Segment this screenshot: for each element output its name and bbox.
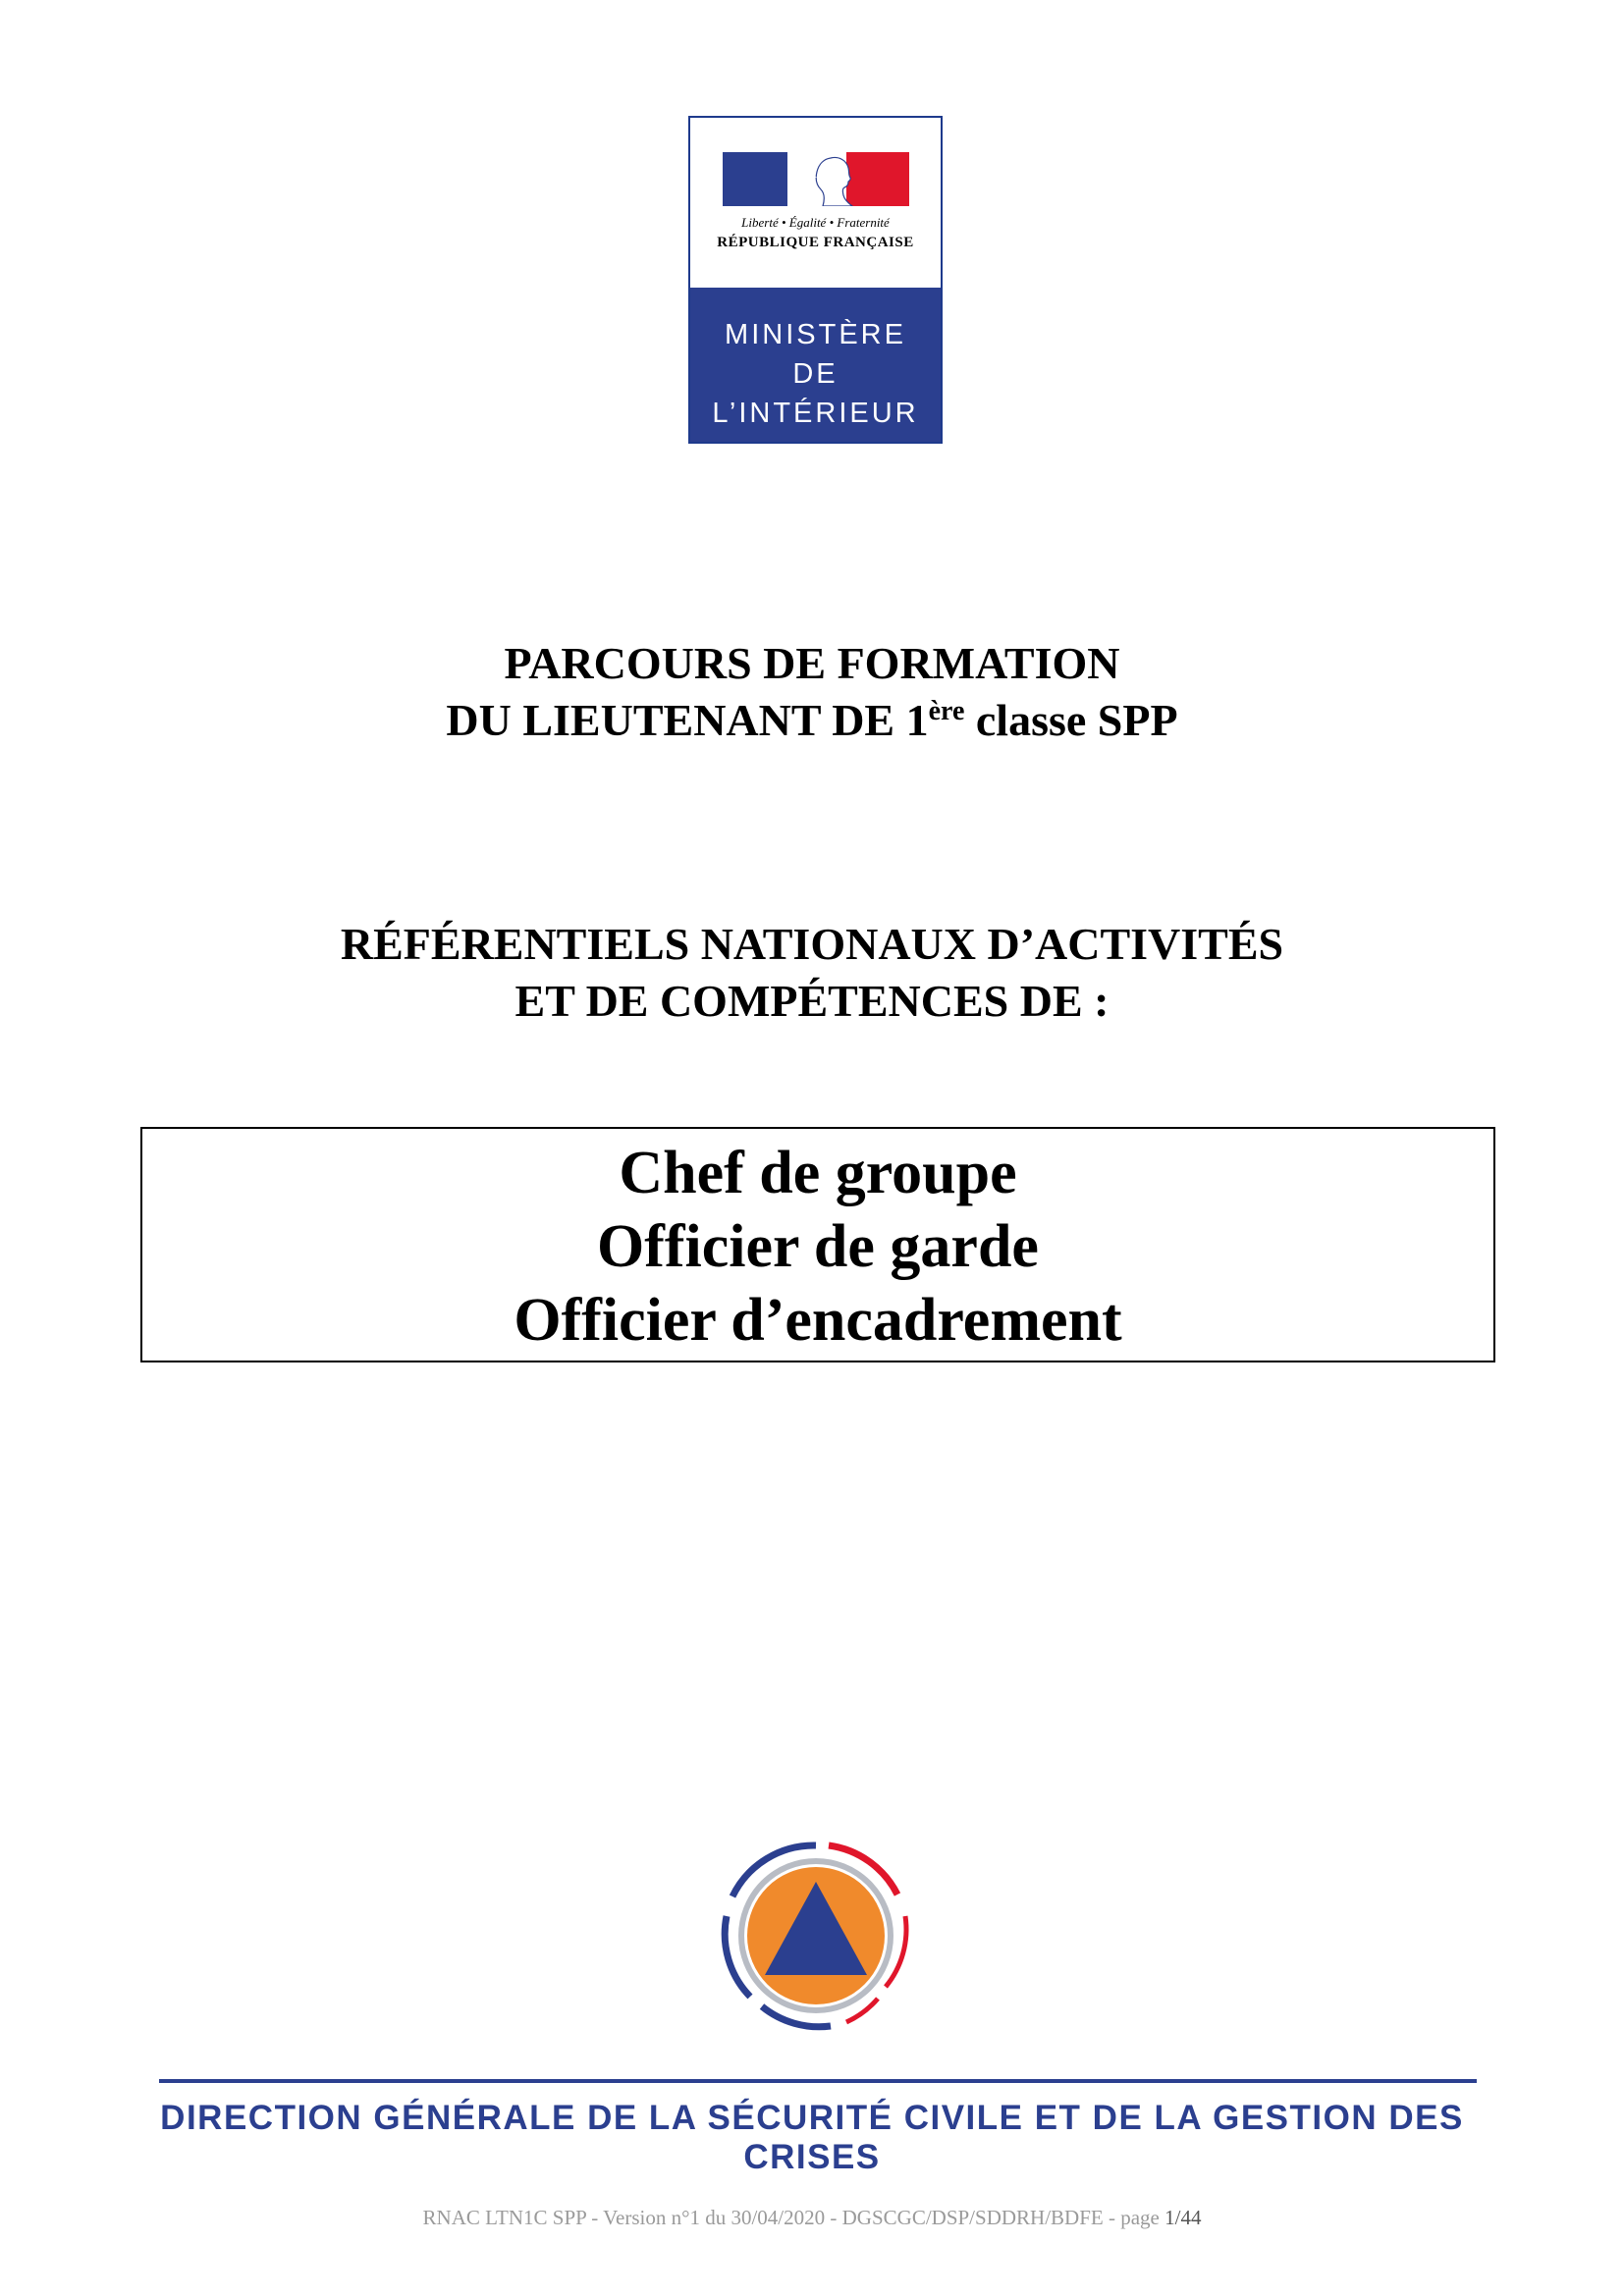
title-line-1: PARCOURS DE FORMATION — [504, 638, 1120, 688]
flag-block — [723, 152, 909, 206]
role-chef-de-groupe: Chef de groupe — [619, 1140, 1017, 1206]
ministry-line-1: MINISTÈRE — [725, 319, 906, 350]
title-line-2-superscript: ère — [928, 696, 965, 726]
role-officier-encadrement: Officier d’encadrement — [514, 1287, 1122, 1354]
title-line-2-prefix: DU LIEUTENANT DE 1 — [446, 695, 929, 745]
motto: Liberté • Égalité • Fraternité — [741, 215, 890, 230]
direction-name: DIRECTION GÉNÉRALE DE LA SÉCURITÉ CIVILE ET DE LA GESTION DES CRISES — [160, 2099, 1464, 2176]
title-line-2 — [0, 695, 1624, 753]
subtitle-line-1: RÉFÉRENTIELS NATIONAUX D’ACTIVITÉS — [340, 919, 1284, 969]
footer-text: RNAC LTN1C SPP - Version n°1 du 30/04/2020 - DGSCGC/DSP/SDDRH/BDFE - page — [422, 2206, 1165, 2229]
page-number: 1/44 — [1164, 2206, 1202, 2229]
footer — [0, 2206, 1624, 2230]
marianne-icon — [770, 152, 868, 206]
ministry-line-3: L’INTÉRIEUR — [712, 398, 919, 429]
ministry-line-2: DE — [792, 358, 839, 390]
role-officier-de-garde: Officier de garde — [597, 1213, 1039, 1280]
civil-protection-triangle-icon — [713, 1838, 919, 2034]
direction-rule — [159, 2079, 1477, 2083]
title-line-2-suffix: classe SPP — [964, 695, 1178, 745]
republic-label: RÉPUBLIQUE FRANÇAISE — [717, 235, 914, 250]
subtitle-line-2: ET DE COMPÉTENCES DE : — [514, 976, 1110, 1026]
ministry-band — [690, 288, 941, 442]
ministry-logo — [688, 116, 943, 444]
roles-box — [140, 1127, 1495, 1362]
